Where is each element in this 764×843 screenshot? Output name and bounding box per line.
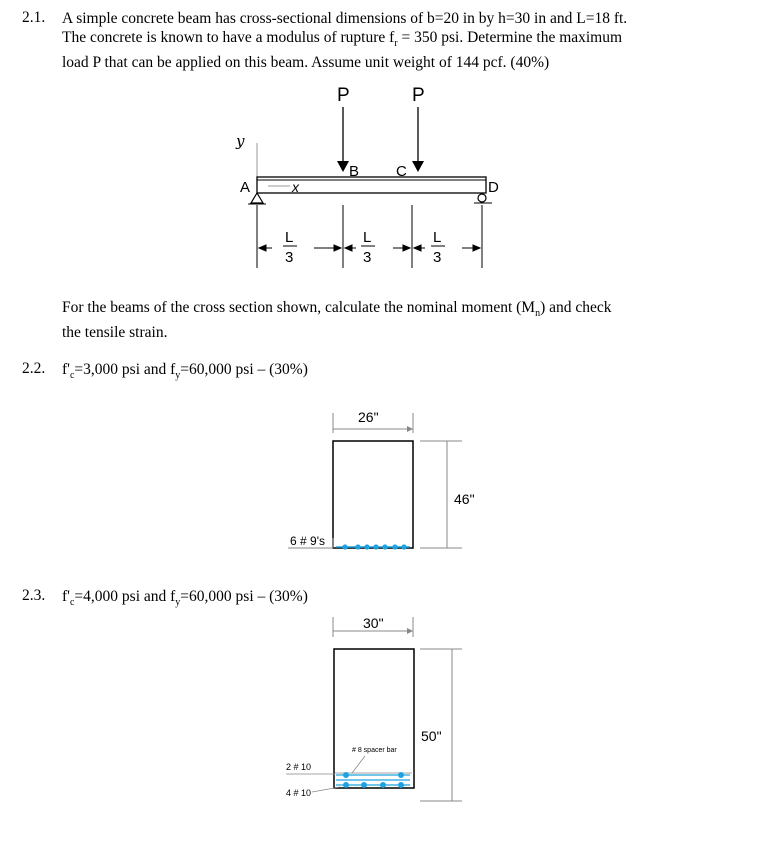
point-d-label: D <box>488 179 499 196</box>
point-c-label: C <box>396 163 407 180</box>
intro-text <box>62 298 752 342</box>
spacer-bar-label: # 8 spacer bar <box>352 747 397 754</box>
width-label-26: 26" <box>358 409 379 425</box>
problem-2-1-line2: The concrete is known to have a modulus of rupture $f_r = 350$ psi. Determine the maximum <box>62 29 623 50</box>
height-label-50: 50" <box>421 728 442 744</box>
point-b-label: B <box>349 163 360 180</box>
problem-2-1-text <box>62 9 752 72</box>
svg-text:3: 3 <box>363 249 372 266</box>
span-dimension-1 <box>259 245 341 251</box>
support-d-roller <box>478 194 486 202</box>
height-label-46: 46" <box>454 491 475 507</box>
bars-label-6-9: 6 # 9's <box>290 534 325 548</box>
svg-text:L: L <box>285 229 294 246</box>
intro-line1: For the beams of the cross section shown, calculate the nominal moment $(M_n)$ and check <box>62 299 612 320</box>
problem-2-3-heading: $f'_c=4,000$ psi and $f_y=60,000$ psi – (30%) <box>62 588 308 609</box>
beam-section-26x46 <box>333 441 413 548</box>
problem-2-2-number: 2.2. <box>22 360 46 377</box>
problem-2-3-number: 2.3. <box>22 587 46 604</box>
support-a-pin <box>251 193 263 203</box>
problem-2-1-line1: A simple concrete beam has cross-sectional dimensions of b=20 in by h=30 in and L=18 ft. <box>62 10 628 27</box>
section-2-2-diagram <box>0 395 764 565</box>
load-label-p1: P <box>337 85 350 106</box>
problem-2-2-heading: $f'_c=3,000$ psi and $f_y=60,000$ psi – (30%) <box>62 361 308 382</box>
span-label-1 <box>283 229 297 266</box>
svg-text:L: L <box>363 229 372 246</box>
intro-line2: the tensile strain. <box>62 324 168 342</box>
svg-text:L: L <box>433 229 442 246</box>
bottom-bars-label: 4 # 10 <box>286 788 312 798</box>
load-arrowhead-p2 <box>412 161 424 172</box>
span-label-3 <box>431 229 445 266</box>
span-dimension-3 <box>414 245 480 251</box>
top-bars-label: 2 # 10 <box>286 762 312 772</box>
load-label-p2: P <box>412 85 425 106</box>
span-dimension-2 <box>345 245 410 251</box>
axis-y-label: y <box>236 132 245 150</box>
span-label-2 <box>361 229 375 266</box>
svg-text:3: 3 <box>433 249 442 266</box>
point-a-label: A <box>240 179 251 196</box>
section-2-3-diagram <box>0 610 764 825</box>
problem-2-1-line3: load P that can be applied on this beam. Assume unit weight of 144 pcf. (40%) <box>62 54 550 72</box>
axis-x-label: x <box>292 179 299 195</box>
problem-2-1-number: 2.1. <box>22 9 46 26</box>
svg-text:3: 3 <box>285 249 294 266</box>
beam-section-30x50 <box>334 649 414 788</box>
load-arrowhead-p1 <box>337 161 349 172</box>
width-label-30: 30" <box>363 615 384 631</box>
